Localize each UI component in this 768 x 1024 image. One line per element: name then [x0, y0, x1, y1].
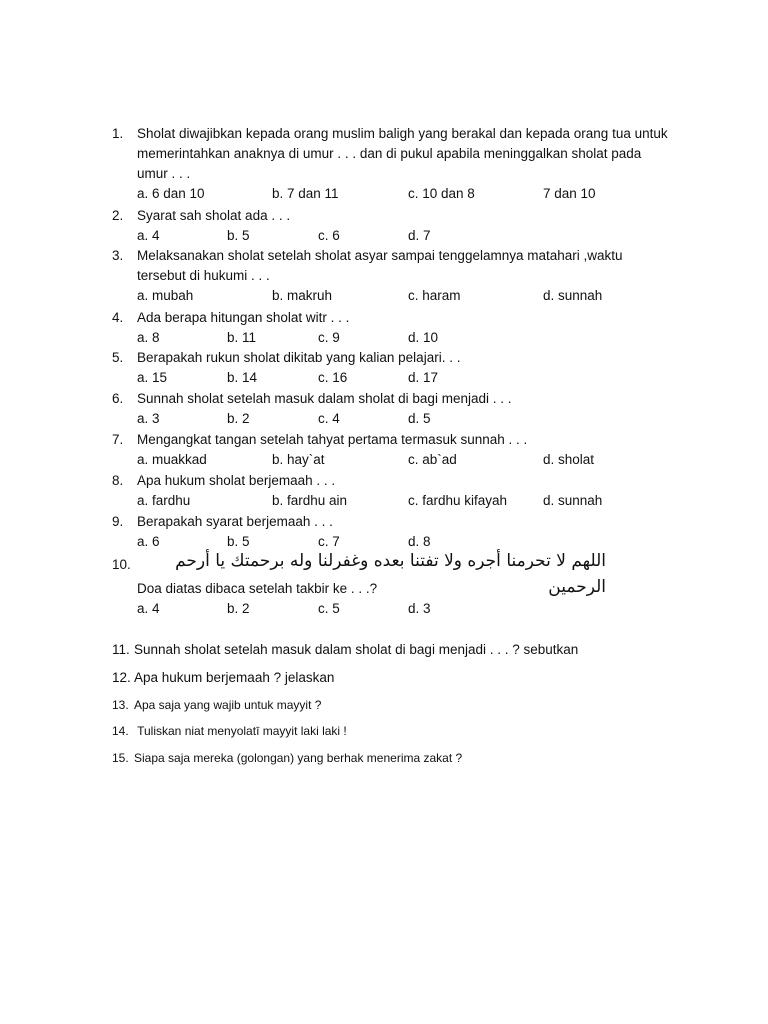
- options-row: [137, 184, 672, 204]
- option-d: d. 7: [408, 228, 431, 243]
- essay-number: 12.: [112, 670, 131, 685]
- question-number: 4.: [112, 310, 124, 325]
- question-4: [112, 308, 672, 348]
- essay-question-12: [112, 668, 334, 688]
- question-3: [112, 246, 672, 306]
- question-text: Sholat diwajibkan kepada orang muslim baligh yang berakal dan kepada orang tua untuk memerintahkan anaknya di umur . . . dan di pukul apabila meninggalkan sholat pada umur . . .: [137, 126, 668, 181]
- options-row: [137, 450, 672, 470]
- essay-question-14: [112, 721, 347, 741]
- option-d: d. sholat: [543, 452, 595, 467]
- option-d: 7 dan 10: [543, 186, 596, 201]
- essay-number: 15.: [112, 751, 129, 765]
- option-c: c. haram: [408, 288, 461, 303]
- option-b: b. 7 dan 11: [272, 186, 339, 201]
- option-c: c. 10 dan 8: [408, 186, 475, 201]
- option-b: b. 2: [227, 601, 250, 616]
- essay-question-13: [112, 695, 321, 715]
- question-number: 9.: [112, 514, 124, 529]
- options-row: [137, 491, 672, 511]
- question-9: [112, 512, 672, 552]
- question-number: 1.: [112, 126, 124, 141]
- question-number: 3.: [112, 248, 124, 263]
- question-text: Berapakah syarat berjemaah . . .: [137, 514, 333, 529]
- question-text: Syarat sah sholat ada . . .: [137, 208, 291, 223]
- question-text: Mengangkat tangan setelah tahyat pertama termasuk sunnah . . .: [137, 432, 528, 447]
- essay-text: Tuliskan niat menyolatī mayyit laki laki !: [134, 724, 347, 738]
- option-a: a. 6: [137, 534, 160, 549]
- option-a: a. fardhu: [137, 493, 191, 508]
- essay-text: Sunnah sholat setelah masuk dalam sholat di bagi menjadi . . . ? sebutkan: [134, 642, 579, 657]
- options-row: [137, 226, 672, 246]
- question-text: Melaksanakan sholat setelah sholat asyar sampai tenggelamnya matahari ,waktu tersebut di hukumi . . .: [137, 248, 623, 283]
- option-c: c. 6: [318, 228, 340, 243]
- option-c: c. 16: [318, 370, 348, 385]
- essay-question-11: [112, 640, 578, 660]
- option-b: b. 5: [227, 228, 250, 243]
- option-c: c. ab`ad: [408, 452, 457, 467]
- question-number: 8.: [112, 473, 124, 488]
- option-b: b. fardhu ain: [272, 493, 348, 508]
- arabic-prayer-text: اللهم لا تحرمنا أجره ولا تفتنا بعده وغفرلنا وله برحمتك يا أرحم الرحمين: [175, 551, 606, 597]
- option-a: a. muakkad: [137, 452, 207, 467]
- question-2: [112, 206, 672, 246]
- question-text: Berapakah rukun sholat dikitab yang kalian pelajari. . .: [137, 350, 461, 365]
- essay-text: Apa saja yang wajib untuk mayyit ?: [134, 698, 322, 712]
- option-d: d. 10: [408, 330, 439, 345]
- options-row: [137, 328, 672, 348]
- question-7: [112, 430, 672, 470]
- option-a: a. 8: [137, 330, 160, 345]
- question-text: Apa hukum sholat berjemaah . . .: [137, 473, 336, 488]
- option-d: d. 5: [408, 411, 431, 426]
- essay-number: 13.: [112, 698, 129, 712]
- question-number: 6.: [112, 391, 124, 406]
- option-c: c. 5: [318, 601, 340, 616]
- question-10: [112, 579, 672, 619]
- essay-question-15: [112, 748, 462, 768]
- option-a: a. 3: [137, 411, 160, 426]
- option-b: b. 2: [227, 411, 250, 426]
- options-row: [137, 599, 672, 619]
- option-b: b. makruh: [272, 288, 333, 303]
- essay-text: Siapa saja mereka (golongan) yang berhak menerima zakat ?: [134, 751, 463, 765]
- option-d: d. sunnah: [543, 288, 603, 303]
- option-a: a. mubah: [137, 288, 194, 303]
- essay-text: Apa hukum berjemaah ? jelaskan: [134, 670, 335, 685]
- question-number: 7.: [112, 432, 124, 447]
- question-text: Doa diatas dibaca setelah takbir ke . . .?: [137, 581, 378, 596]
- question-8: [112, 471, 672, 511]
- question-number: 10.: [112, 557, 131, 572]
- option-c: c. 7: [318, 534, 340, 549]
- question-number: 2.: [112, 208, 124, 223]
- options-row: [137, 409, 672, 429]
- option-a: a. 15: [137, 370, 168, 385]
- essay-number: 14.: [112, 724, 129, 738]
- option-c: c. fardhu kifayah: [408, 493, 508, 508]
- options-row: [137, 286, 672, 306]
- question-text: Ada berapa hitungan sholat witr . . .: [137, 310, 350, 325]
- question-6: [112, 389, 672, 429]
- option-d: d. 3: [408, 601, 431, 616]
- option-c: c. 4: [318, 411, 340, 426]
- option-b: b. 11: [227, 330, 257, 345]
- option-d: d. sunnah: [543, 493, 603, 508]
- option-d: d. 8: [408, 534, 431, 549]
- option-b: b. 5: [227, 534, 250, 549]
- option-b: b. hay`at: [272, 452, 325, 467]
- option-d: d. 17: [408, 370, 439, 385]
- question-number: 5.: [112, 350, 124, 365]
- option-a: a. 4: [137, 601, 160, 616]
- option-a: a. 6 dan 10: [137, 186, 205, 201]
- options-row: [137, 368, 672, 388]
- question-5: [112, 348, 672, 388]
- option-a: a. 4: [137, 228, 160, 243]
- essay-number: 11.: [112, 642, 130, 657]
- question-text: Sunnah sholat setelah masuk dalam sholat di bagi menjadi . . .: [137, 391, 512, 406]
- option-c: c. 9: [318, 330, 340, 345]
- option-b: b. 14: [227, 370, 258, 385]
- question-1: [112, 124, 672, 204]
